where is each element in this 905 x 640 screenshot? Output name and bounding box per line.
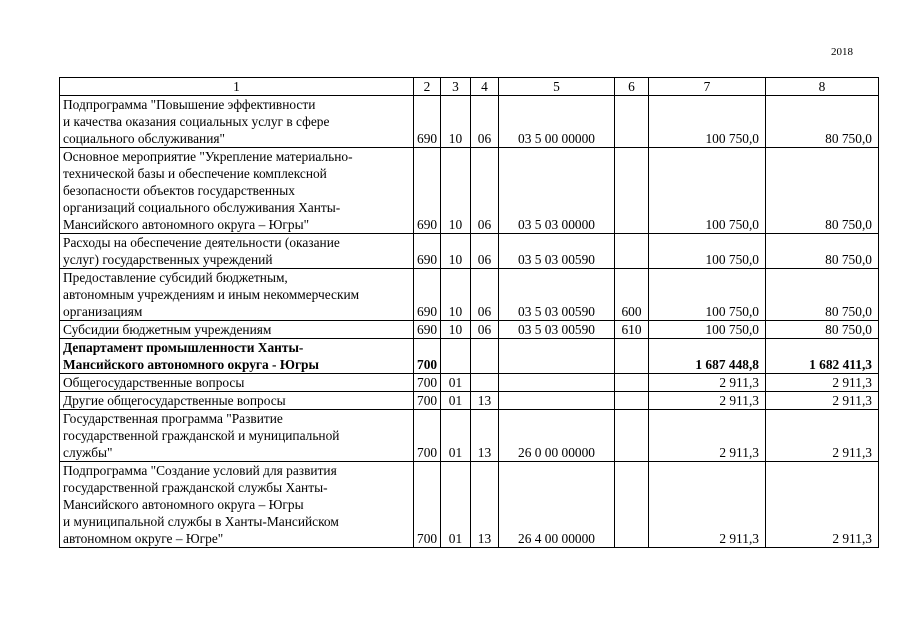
amount-col-8: 2 911,3 [766, 462, 879, 548]
section-code: 10 [441, 269, 471, 321]
column-header: 3 [441, 78, 471, 96]
table-row [60, 321, 879, 339]
section-code: 10 [441, 234, 471, 269]
section-code: 01 [441, 392, 471, 410]
section-code [441, 339, 471, 374]
section-code: 01 [441, 410, 471, 462]
section-code: 01 [441, 374, 471, 392]
row-name: Основное мероприятие "Укрепление материально- технической базы и обеспечение комплексной безопасности объектов государственных организаций социального обслуживания Ханты- Мансийского автономного округа – Югры" [60, 148, 414, 234]
header-row [60, 78, 879, 96]
amount-col-7: 1 687 448,8 [649, 339, 766, 374]
expense-type-code [615, 462, 649, 548]
ministry-code: 700 [414, 374, 441, 392]
amount-col-8: 80 750,0 [766, 234, 879, 269]
section-code: 10 [441, 321, 471, 339]
target-article-code [499, 339, 615, 374]
expense-type-code [615, 234, 649, 269]
ministry-code: 700 [414, 462, 441, 548]
column-header: 7 [649, 78, 766, 96]
row-name: Государственная программа "Развитие государственной гражданской и муниципальной службы" [60, 410, 414, 462]
amount-col-8: 80 750,0 [766, 148, 879, 234]
row-name: Расходы на обеспечение деятельности (оказание услуг) государственных учреждений [60, 234, 414, 269]
target-article-code [499, 374, 615, 392]
subsection-code [471, 339, 499, 374]
table-row [60, 269, 879, 321]
target-article-code: 03 5 03 00590 [499, 234, 615, 269]
row-name: Субсидии бюджетным учреждениям [60, 321, 414, 339]
table-row [60, 339, 879, 374]
amount-col-7: 100 750,0 [649, 269, 766, 321]
row-name: Подпрограмма "Повышение эффективности и качества оказания социальных услуг в сфере социального обслуживания" [60, 96, 414, 148]
subsection-code: 13 [471, 392, 499, 410]
expense-type-code [615, 410, 649, 462]
subsection-code [471, 374, 499, 392]
table-row [60, 374, 879, 392]
amount-col-8: 2 911,3 [766, 410, 879, 462]
expense-type-code [615, 392, 649, 410]
amount-col-7: 2 911,3 [649, 462, 766, 548]
ministry-code: 690 [414, 148, 441, 234]
subsection-code: 13 [471, 462, 499, 548]
target-article-code: 03 5 03 00000 [499, 148, 615, 234]
budget-table [59, 77, 879, 548]
table-row [60, 234, 879, 269]
amount-col-7: 2 911,3 [649, 410, 766, 462]
section-code: 10 [441, 148, 471, 234]
amount-col-7: 100 750,0 [649, 96, 766, 148]
section-code: 01 [441, 462, 471, 548]
amount-col-8: 2 911,3 [766, 392, 879, 410]
amount-col-7: 2 911,3 [649, 374, 766, 392]
target-article-code: 03 5 03 00590 [499, 321, 615, 339]
column-header: 2 [414, 78, 441, 96]
table-body [60, 78, 879, 548]
amount-col-8: 80 750,0 [766, 96, 879, 148]
section-code: 10 [441, 96, 471, 148]
column-header: 1 [60, 78, 414, 96]
table-row [60, 462, 879, 548]
subsection-code: 13 [471, 410, 499, 462]
subsection-code: 06 [471, 234, 499, 269]
ministry-code: 690 [414, 321, 441, 339]
expense-type-code [615, 339, 649, 374]
row-name: Подпрограмма "Создание условий для развития государственной гражданской службы Ханты- Мансийского автономного округа – Югры и муниципальной службы в Ханты-Мансийском автономном округе – Югре" [60, 462, 414, 548]
row-name: Общегосударственные вопросы [60, 374, 414, 392]
target-article-code: 03 5 03 00590 [499, 269, 615, 321]
row-name: Предоставление субсидий бюджетным, автономным учреждениям и иным некоммерческим организациям [60, 269, 414, 321]
subsection-code: 06 [471, 96, 499, 148]
amount-col-7: 100 750,0 [649, 148, 766, 234]
target-article-code: 26 4 00 00000 [499, 462, 615, 548]
ministry-code: 700 [414, 339, 441, 374]
expense-type-code: 600 [615, 269, 649, 321]
amount-col-7: 2 911,3 [649, 392, 766, 410]
amount-col-7: 100 750,0 [649, 234, 766, 269]
row-name: Департамент промышленности Ханты- Мансийского автономного округа - Югры [60, 339, 414, 374]
table-row [60, 392, 879, 410]
table-row [60, 96, 879, 148]
ministry-code: 690 [414, 234, 441, 269]
target-article-code: 03 5 00 00000 [499, 96, 615, 148]
expense-type-code: 610 [615, 321, 649, 339]
column-header: 4 [471, 78, 499, 96]
amount-col-8: 1 682 411,3 [766, 339, 879, 374]
table-row [60, 410, 879, 462]
expense-type-code [615, 148, 649, 234]
column-header: 6 [615, 78, 649, 96]
column-header: 5 [499, 78, 615, 96]
amount-col-8: 2 911,3 [766, 374, 879, 392]
expense-type-code [615, 374, 649, 392]
ministry-code: 690 [414, 96, 441, 148]
target-article-code: 26 0 00 00000 [499, 410, 615, 462]
ministry-code: 690 [414, 269, 441, 321]
target-article-code [499, 392, 615, 410]
page-number: 2018 [831, 46, 853, 58]
table-row [60, 148, 879, 234]
subsection-code: 06 [471, 269, 499, 321]
row-name: Другие общегосударственные вопросы [60, 392, 414, 410]
amount-col-7: 100 750,0 [649, 321, 766, 339]
subsection-code: 06 [471, 148, 499, 234]
amount-col-8: 80 750,0 [766, 321, 879, 339]
ministry-code: 700 [414, 392, 441, 410]
ministry-code: 700 [414, 410, 441, 462]
column-header: 8 [766, 78, 879, 96]
amount-col-8: 80 750,0 [766, 269, 879, 321]
subsection-code: 06 [471, 321, 499, 339]
expense-type-code [615, 96, 649, 148]
